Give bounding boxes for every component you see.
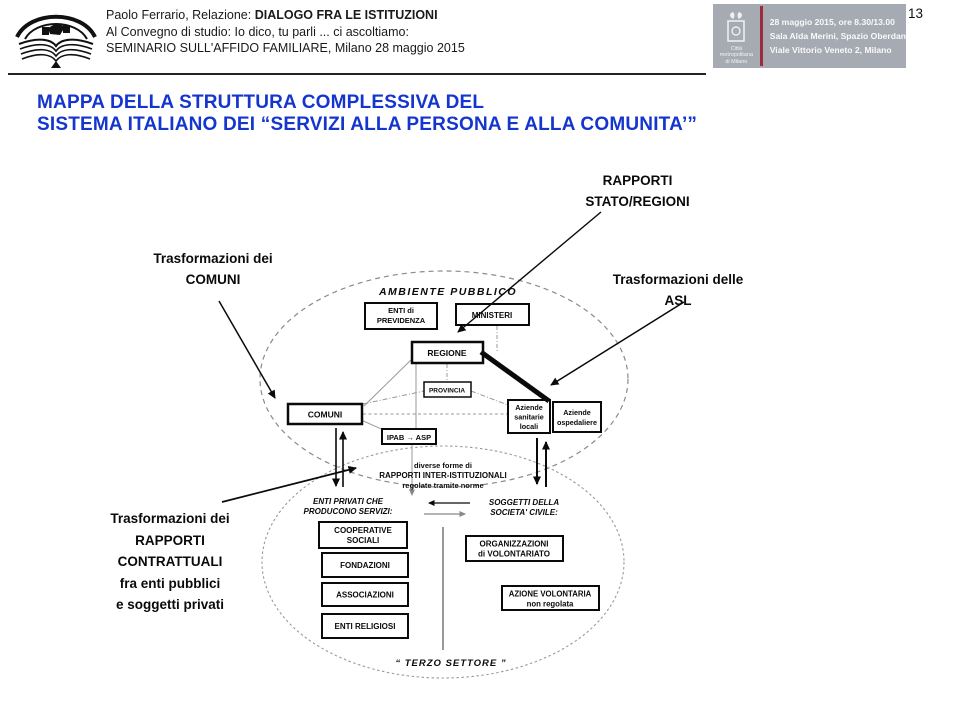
label-line: COMUNI [185,272,241,287]
box-aziende-sanitarie-line3: locali [519,422,539,431]
slide-title-line1: MAPPA DELLA STRUTTURA COMPLESSIVA DEL [37,92,485,113]
label-line: ASL [664,293,692,308]
box-ministeri-label: MINISTERI [471,311,513,320]
label-line: Trasformazioni dei [153,251,273,266]
box-cooperative-sociali-line2: SOCIALI [346,536,380,545]
connector-provincia-asl-dashdot [471,391,508,405]
enti-privati-heading-line1: ENTI PRIVATI CHE [313,497,383,506]
ambiente-pubblico-title: AMBIENTE PUBBLICO [378,286,518,298]
soggetti-civile-heading-line1: SOGGETTI DELLA [488,498,560,507]
box-associazioni-label: ASSOCIAZIONI [336,590,394,600]
center-note-line1: diverse forme di [414,461,472,470]
page-number: 13 [908,6,924,21]
box-provincia-label: PROVINCIA [428,387,466,395]
label-line: STATO/REGIONI [585,194,690,209]
badge-event-line: Viale Vittorio Veneto 2, Milano [769,45,892,55]
box-cooperative-sociali-line1: COOPERATIVE [334,526,392,535]
box-fondazioni-label: FONDAZIONI [340,561,390,570]
box-azione-volontaria-line1: AZIONE VOLONTARIA [508,589,592,599]
badge-org-line: metropolitana [719,52,754,58]
soggetti-civile-heading-line2: SOCIETA' CIVILE: [490,508,558,517]
label-line: RAPPORTI [602,173,673,188]
header-line1-bold: DIALOGO FRA LE ISTITUZIONI [254,8,438,22]
box-enti-religiosi-label: ENTI RELIGIOSI [334,622,396,631]
box-organizzazioni-volontariato-line1: ORGANIZZAZIONI [479,539,549,549]
label-line: RAPPORTI [135,532,205,548]
arrow-label-to-asl [551,302,684,385]
box-enti-previdenza-line1: ENTI di [388,306,414,315]
box-azione-volontaria-line2: non regolata [526,599,574,609]
header-line1-prefix: Paolo Ferrario, Relazione: [106,8,255,22]
label-line: Trasformazioni dei [110,511,230,526]
badge-event-line: 28 maggio 2015, ore 8.30/13.00 [769,17,895,27]
box-aziende-ospedaliere-line2: ospedaliere [557,418,597,427]
box-enti-previdenza-line2: PREVIDENZA [376,316,426,325]
box-aziende-sanitarie-line2: sanitarie [514,412,544,422]
ambiente-pubblico-ellipse [260,271,628,487]
box-organizzazioni-volontariato-line2: di VOLONTARIATO [478,549,550,559]
box-ipab-asp-label: IPAB → ASP [386,433,432,442]
header-line2: Al Convegno di studio: Io dico, tu parli ... ci ascoltiamo: [106,24,409,39]
center-note-line2: RAPPORTI INTER-ISTITUZIONALI [379,471,507,480]
thick-link-regione-asl [481,352,549,401]
enti-privati-heading-line2: PRODUCONO SERVIZI: [303,507,393,516]
label-line: fra enti pubblici [119,575,221,591]
badge-org-line: di Milano [725,58,748,65]
box-aziende-ospedaliere-line1: Aziende [563,408,591,417]
terzo-settore-label: “ TERZO SETTORE ” [395,658,507,669]
label-line: CONTRATTUALI [117,554,223,569]
center-note-line3: regolate tramite norme [402,481,484,490]
badge-org-line: Città [730,45,743,52]
box-aziende-sanitarie-line1: Aziende [515,403,543,412]
box-regione-label: REGIONE [427,348,467,358]
label-line: Trasformazioni delle [612,272,744,287]
connector-regione-comuni [364,358,413,406]
slide-title-line2: SISTEMA ITALIANO DEI “SERVIZI ALLA PERSONA E ALLA COMUNITA’” [37,114,698,135]
badge-event-line: Sala Alda Merini, Spazio Oberdan [769,31,906,41]
header-line3: SEMINARIO SULL'AFFIDO FAMILIARE, Milano 28 maggio 2015 [106,41,465,55]
label-line: e soggetti privati [115,597,225,612]
box-aziende-ospedaliere [553,402,601,432]
box-comuni-label: COMUNI [307,409,343,420]
